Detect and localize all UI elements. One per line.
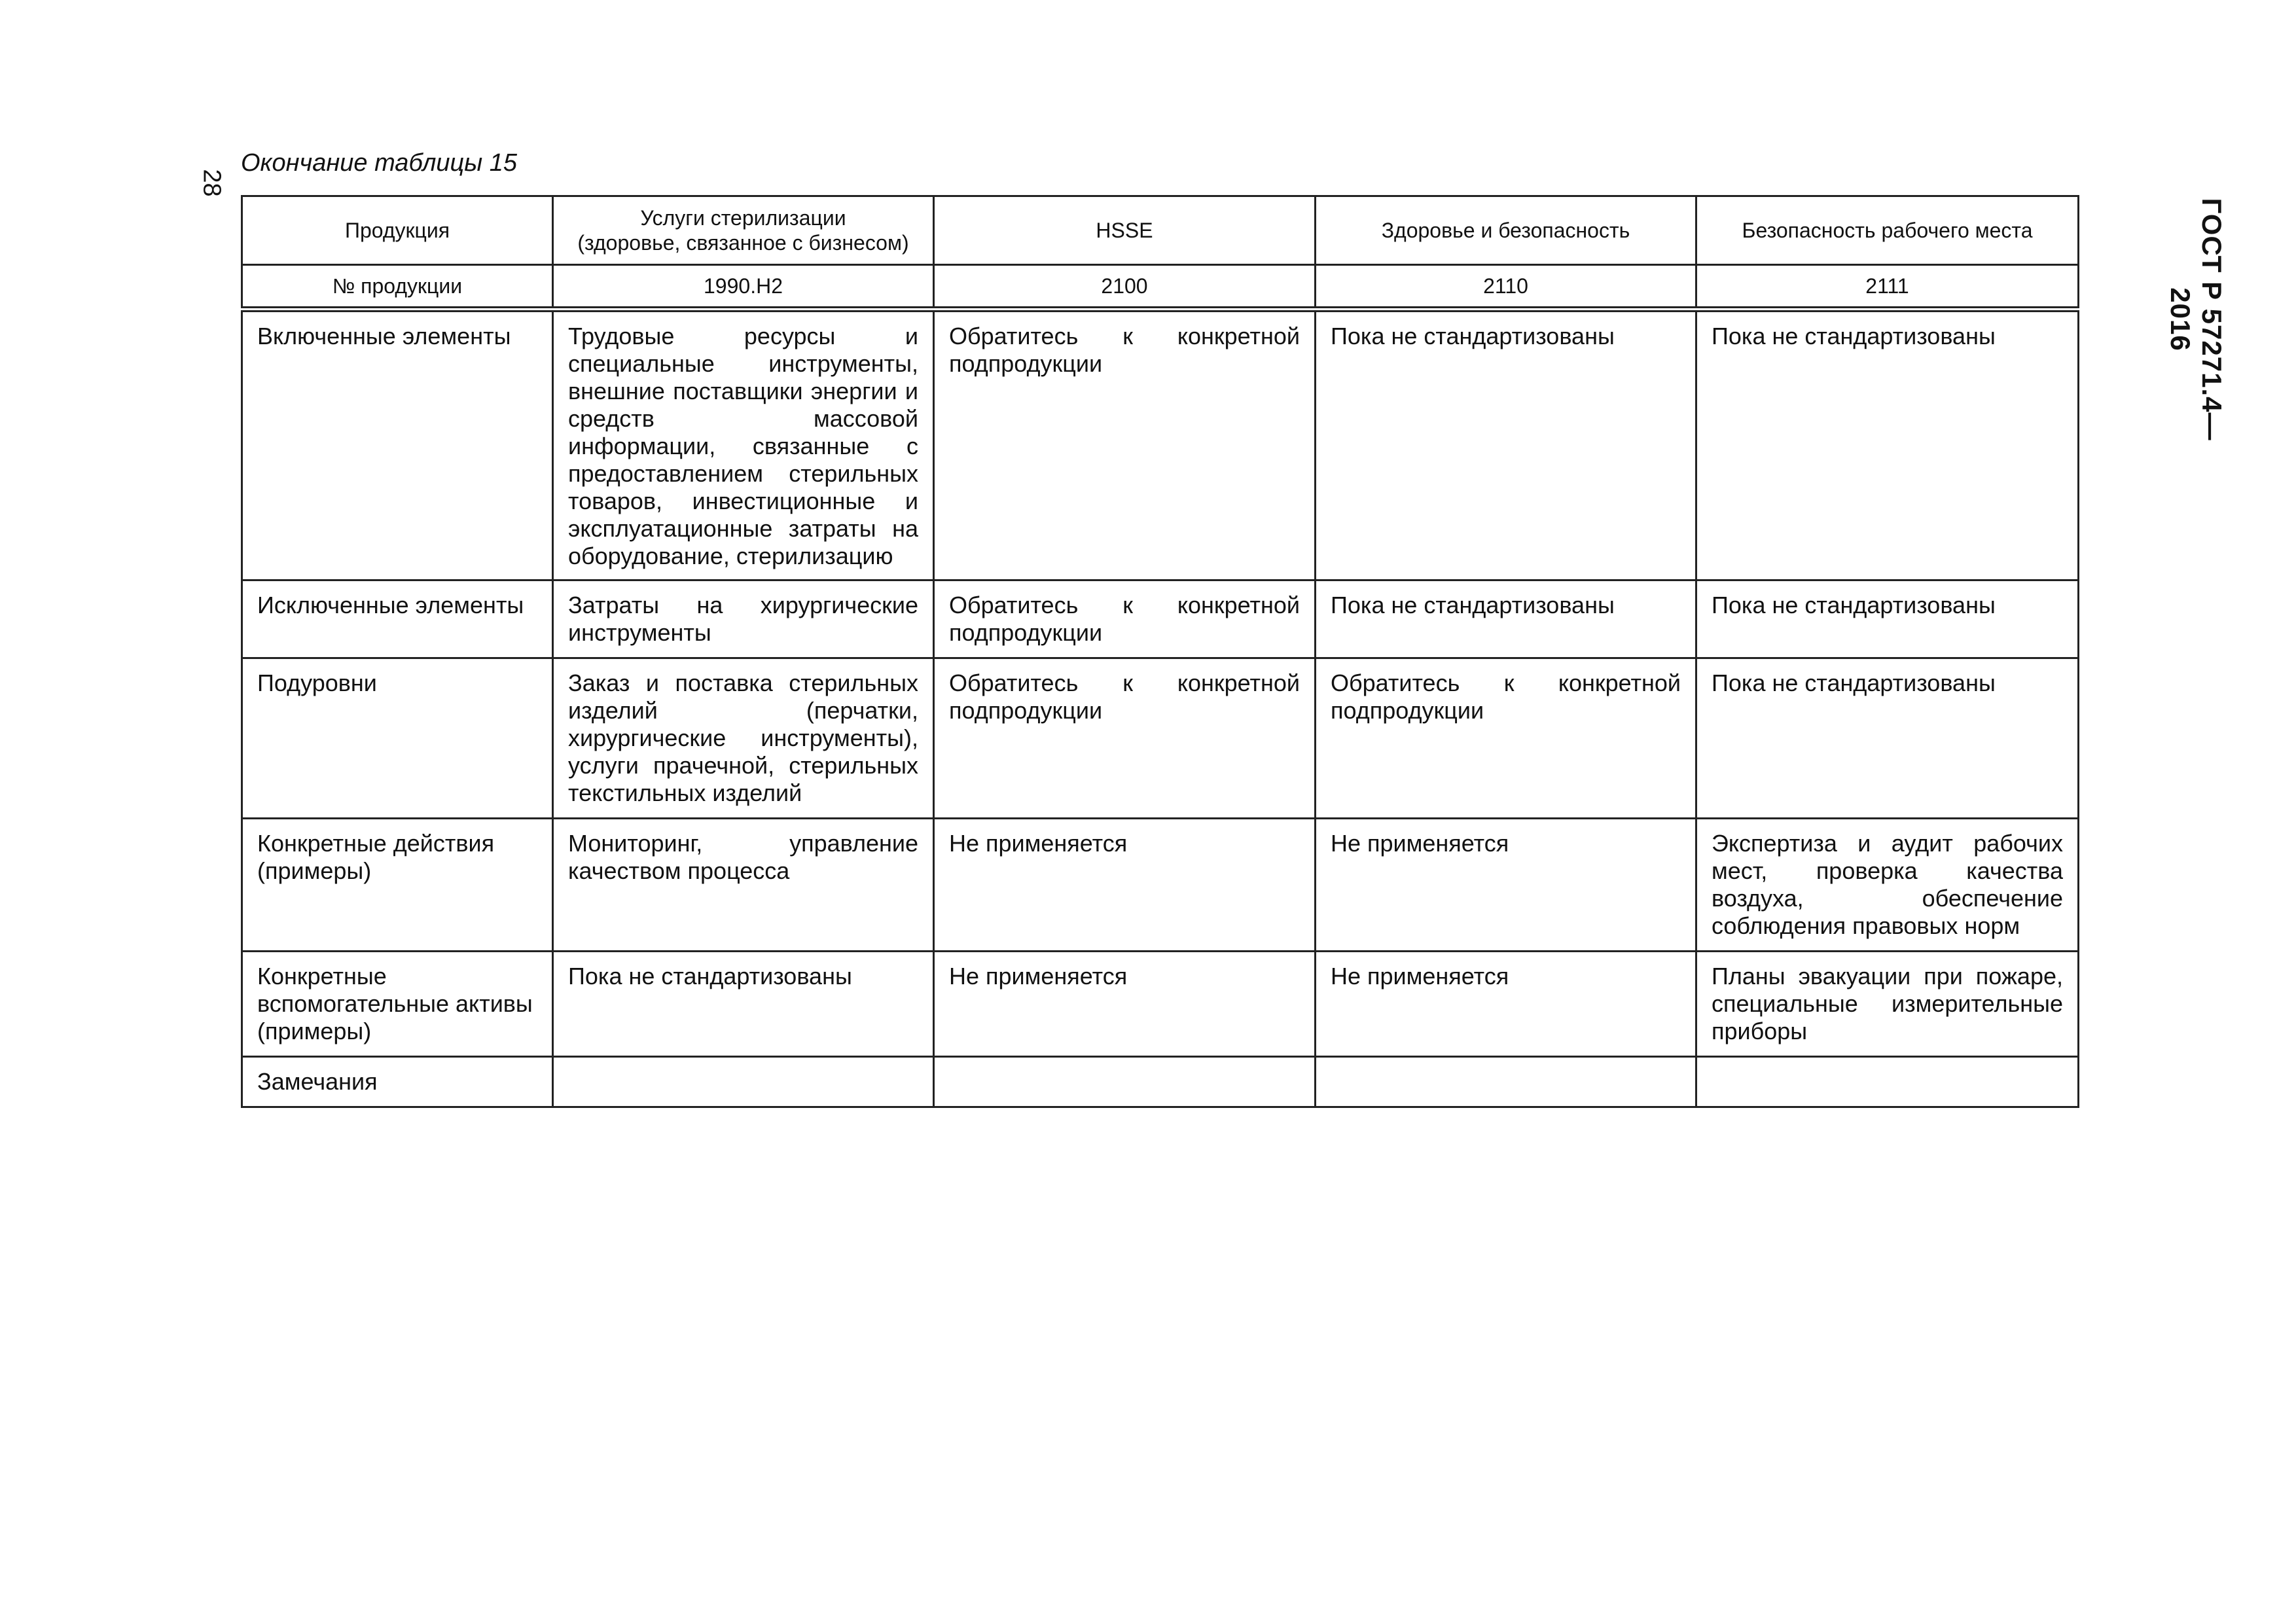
table-cell: Затраты на хирургические инструменты	[553, 580, 934, 658]
table-cell: Обратитесь к конкретной подпродукции	[934, 580, 1316, 658]
table-cell: Пока не стандартизованы	[1316, 310, 1696, 580]
row-label: Подуровни	[242, 658, 553, 819]
table-cell	[934, 1057, 1316, 1107]
product-number-cell: 2100	[934, 265, 1316, 310]
table-cell: Не применяется	[934, 952, 1316, 1057]
table-cell: Обратитесь к конкретной подпродукции	[934, 310, 1316, 580]
header-cell-hsse: HSSE	[934, 196, 1316, 265]
table-cell: Пока не стандартизованы	[1316, 580, 1696, 658]
row-label: Исключенные элементы	[242, 580, 553, 658]
table-cell: Не применяется	[1316, 819, 1696, 952]
table-cell: Пока не стандартизованы	[1696, 580, 2079, 658]
row-label: Конкретные действия (примеры)	[242, 819, 553, 952]
table-caption: Окончание таблицы 15	[241, 149, 518, 177]
table-cell: Мониторинг, управление качеством процесса	[553, 819, 934, 952]
table-cell: Планы эвакуации при пожаре, специальные измерительные приборы	[1696, 952, 2079, 1057]
table-cell: Экспертиза и аудит рабочих мест, проверка качества воздуха, обеспечение соблюдения правовых норм	[1696, 819, 2079, 952]
table-cell: Не применяется	[1316, 952, 1696, 1057]
table-row	[242, 658, 2079, 819]
table-cell: Обратитесь к конкретной подпродукции	[1316, 658, 1696, 819]
product-number-cell: 1990.H2	[553, 265, 934, 310]
row-label: Замечания	[242, 1057, 553, 1107]
table-cell: Пока не стандартизованы	[1696, 658, 2079, 819]
row-label: Включенные элементы	[242, 310, 553, 580]
header-text: Услуги стерилизации (здоровье, связанное с бизнесом)	[577, 206, 909, 255]
page-number: 28	[198, 169, 226, 197]
header-cell-product: Продукция	[242, 196, 553, 265]
product-number-cell: 2110	[1316, 265, 1696, 310]
table-row	[242, 1057, 2079, 1107]
table-cell	[553, 1057, 934, 1107]
table-cell: Трудовые ресурсы и специальные инструменты, внешние поставщики энергии и средств массовой информации, связанные с предоставлением стерильных товаров, инвестиционные и эксплуатационные затраты на оборудование, стерилизацию	[553, 310, 934, 580]
product-number-row	[242, 265, 2079, 310]
table-cell	[1696, 1057, 2079, 1107]
header-cell-health-safety: Здоровье и безопасность	[1316, 196, 1696, 265]
table-row	[242, 310, 2079, 580]
product-number-cell: 2111	[1696, 265, 2079, 310]
table-header-row	[242, 196, 2079, 265]
table-cell: Не применяется	[934, 819, 1316, 952]
table-row	[242, 952, 2079, 1057]
table-cell: Заказ и поставка стерильных изделий (перчатки, хирургические инструменты), услуги прачечной, стерильных текстильных изделий	[553, 658, 934, 819]
table-cell: Пока не стандартизованы	[1696, 310, 2079, 580]
table-cell: Пока не стандартизованы	[553, 952, 934, 1057]
table-row	[242, 580, 2079, 658]
products-table	[241, 195, 2079, 1108]
table-cell: Обратитесь к конкретной подпродукции	[934, 658, 1316, 819]
row-label: Конкретные вспомогательные активы (примеры)	[242, 952, 553, 1057]
table-row	[242, 819, 2079, 952]
document-code: ГОСТ Р 57271.4—2016	[2165, 198, 2227, 441]
header-cell-sterilization	[553, 196, 934, 265]
table-cell	[1316, 1057, 1696, 1107]
header-cell-workplace-safety: Безопасность рабочего места	[1696, 196, 2079, 265]
product-number-label: № продукции	[242, 265, 553, 310]
